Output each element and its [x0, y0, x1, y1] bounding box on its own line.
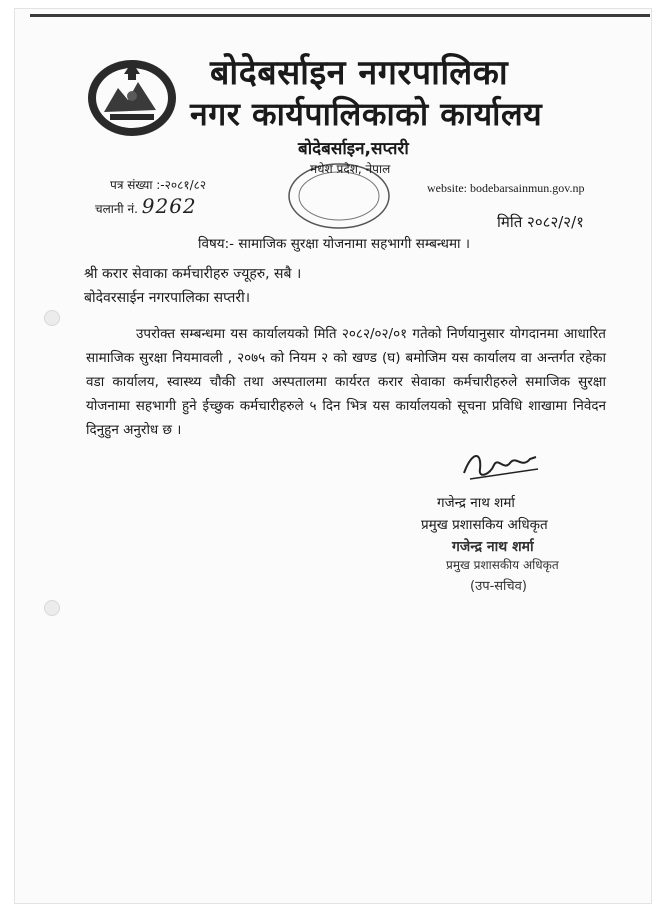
seal-title: प्रमुख प्रशासकीय अधिकृत — [446, 558, 559, 572]
office-province: मधेश प्रदेश, नेपाल — [310, 162, 391, 176]
office-title-line1: बोदेबर्साइन नगरपालिका — [210, 53, 509, 93]
chalani-number: 9262 — [141, 194, 197, 218]
office-address: बोदेबर्साइन,सप्तरी — [298, 139, 409, 159]
recipient-line2: बोदेवरसाईन नगरपालिका सप्तरी। — [84, 290, 251, 306]
reference-number: पत्र संख्या :-२०८१/८२ — [110, 178, 207, 192]
page-top-edge — [30, 14, 650, 17]
letter-subject: विषय:- सामाजिक सुरक्षा योजनामा सहभागी सम्बन्धमा । — [198, 236, 470, 252]
chalani-label: चलानी नं. — [95, 202, 138, 216]
seal-rank: (उप-सचिव) — [470, 579, 527, 594]
chalani-number-row — [95, 194, 197, 218]
office-title-line2: नगर कार्यपालिकाको कार्यालय — [190, 95, 543, 133]
punch-hole — [44, 600, 60, 616]
signatory-designation: प्रमुख प्रशासकिय अधिकृत — [421, 517, 548, 533]
letter-body: उपरोक्त सम्बन्धमा यस कार्यालयको मिति २०८२/०२/०१ गतेको निर्णयानुसार योगदानमा आधारित सामाजिक सुरक्षा नियमावली , २०७५ को नियम २ को खण्ड (घ) बमोजिम यस कार्यालय वा अन्तर्गत रहेका वडा कार्यालय, स्वास्थ्य चौकी तथा अस्पतालमा कार्यरत करार सेवाका कर्मचारीहरुले समाजिक सुरक्षा योजनामा सहभागी हुने ईच्छुक कर्मचारीहरुले ५ दिन भित्र यस कार्यालयको सूचना प्रविधि शाखामा निवेदन दिनुहुन अनुरोध छ । — [86, 326, 606, 438]
municipality-emblem-logo — [84, 52, 180, 138]
website-text: website: bodebarsainmun.gov.np — [427, 181, 585, 195]
letter-date: मिति २०८२/२/१ — [497, 213, 584, 231]
seal-name: गजेन्द्र नाथ शर्मा — [452, 539, 534, 555]
handwritten-signature — [460, 445, 540, 485]
punch-hole — [44, 310, 60, 326]
recipient-line1: श्री करार सेवाका कर्मचारीहरु ज्यूहरु, सबै । — [84, 266, 302, 282]
signatory-name: गजेन्द्र नाथ शर्मा — [437, 495, 515, 511]
